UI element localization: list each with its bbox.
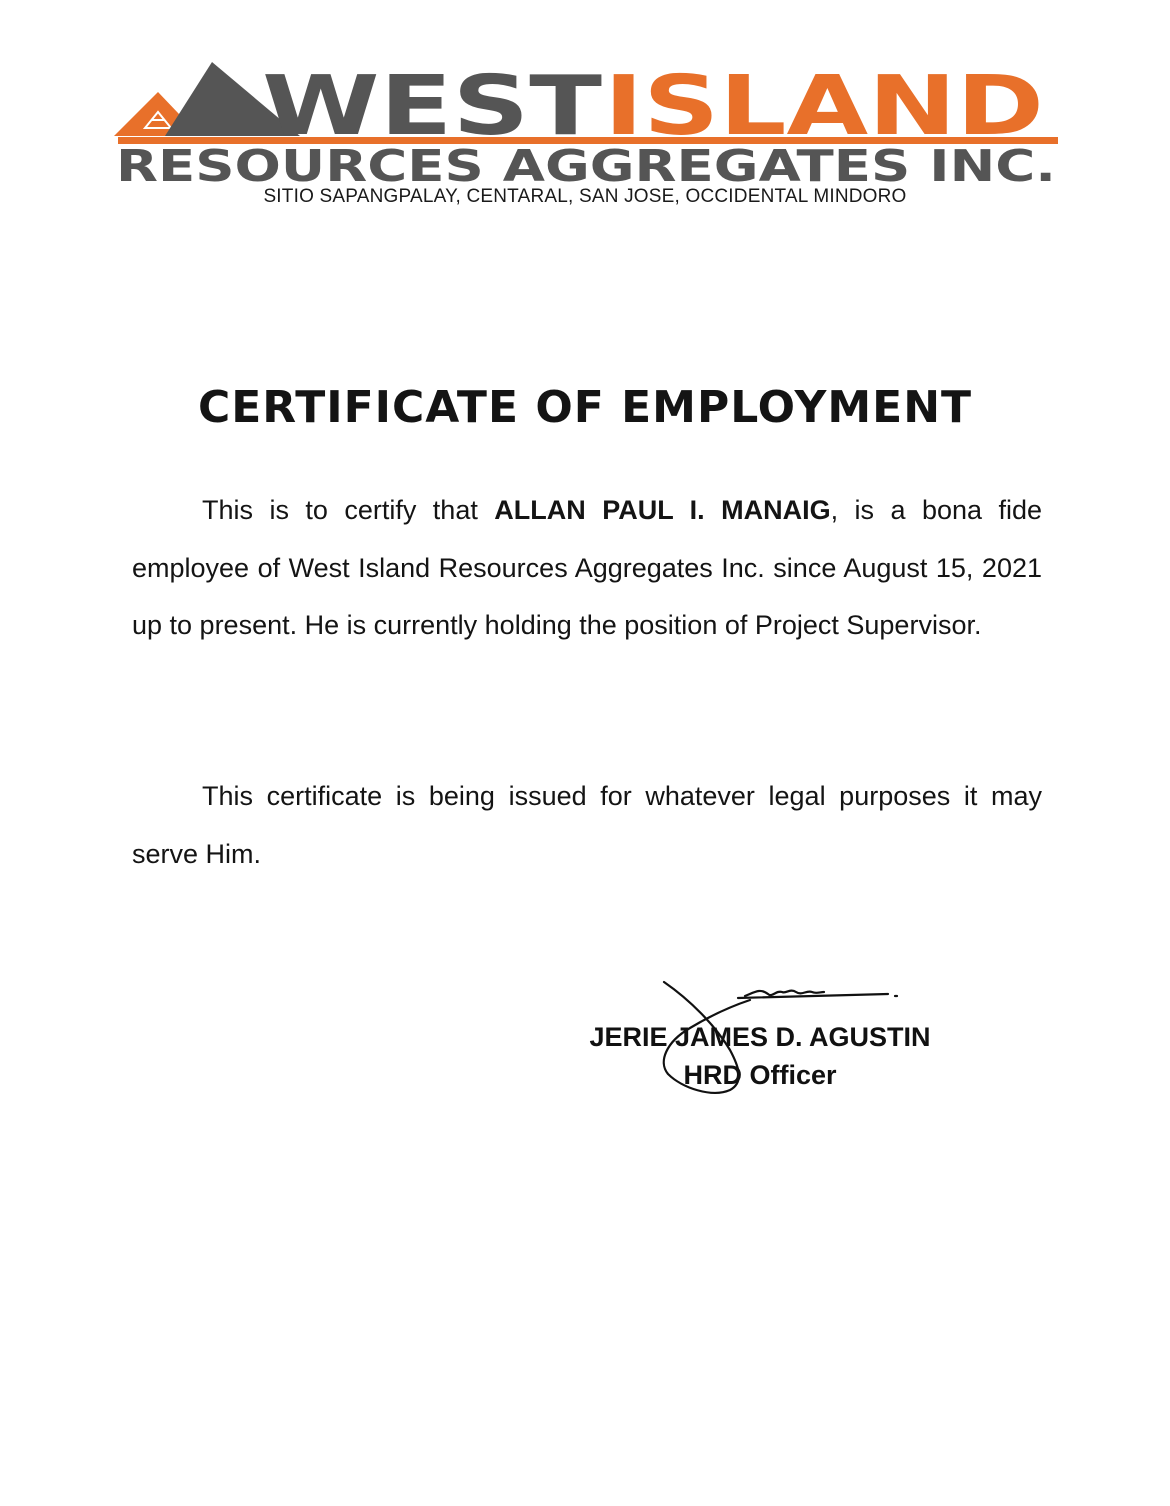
logo-subtitle: RESOURCES AGGREGATES INC. bbox=[116, 141, 1056, 192]
signatory-name: JERIE JAMES D. AGUSTIN bbox=[589, 1022, 931, 1052]
letterhead bbox=[0, 0, 1170, 220]
handwritten-signature bbox=[620, 970, 920, 1100]
employee-name: ALLAN PAUL I. MANAIG bbox=[494, 495, 831, 525]
employment-details: , is a bona fide employee of West Island Resources Aggregates Inc. since August 15, 2021 up to present. He is currently holding the position of Project Supervisor. bbox=[132, 495, 1042, 640]
logo-word-island: ISLAND bbox=[604, 59, 1044, 154]
certification-paragraph bbox=[132, 482, 1042, 655]
page-title: CERTIFICATE OF EMPLOYMENT bbox=[197, 382, 973, 433]
logo-word-west: WEST bbox=[262, 59, 603, 154]
purpose-paragraph: This certificate is being issued for whatever legal purposes it may serve Him. bbox=[132, 781, 1042, 869]
intro-text: This is to certify that bbox=[202, 495, 495, 525]
company-address: SITIO SAPANGPALAY, CENTARAL, SAN JOSE, OCCIDENTAL MINDORO bbox=[263, 186, 907, 207]
signatory-position: HRD Officer bbox=[683, 1060, 837, 1090]
